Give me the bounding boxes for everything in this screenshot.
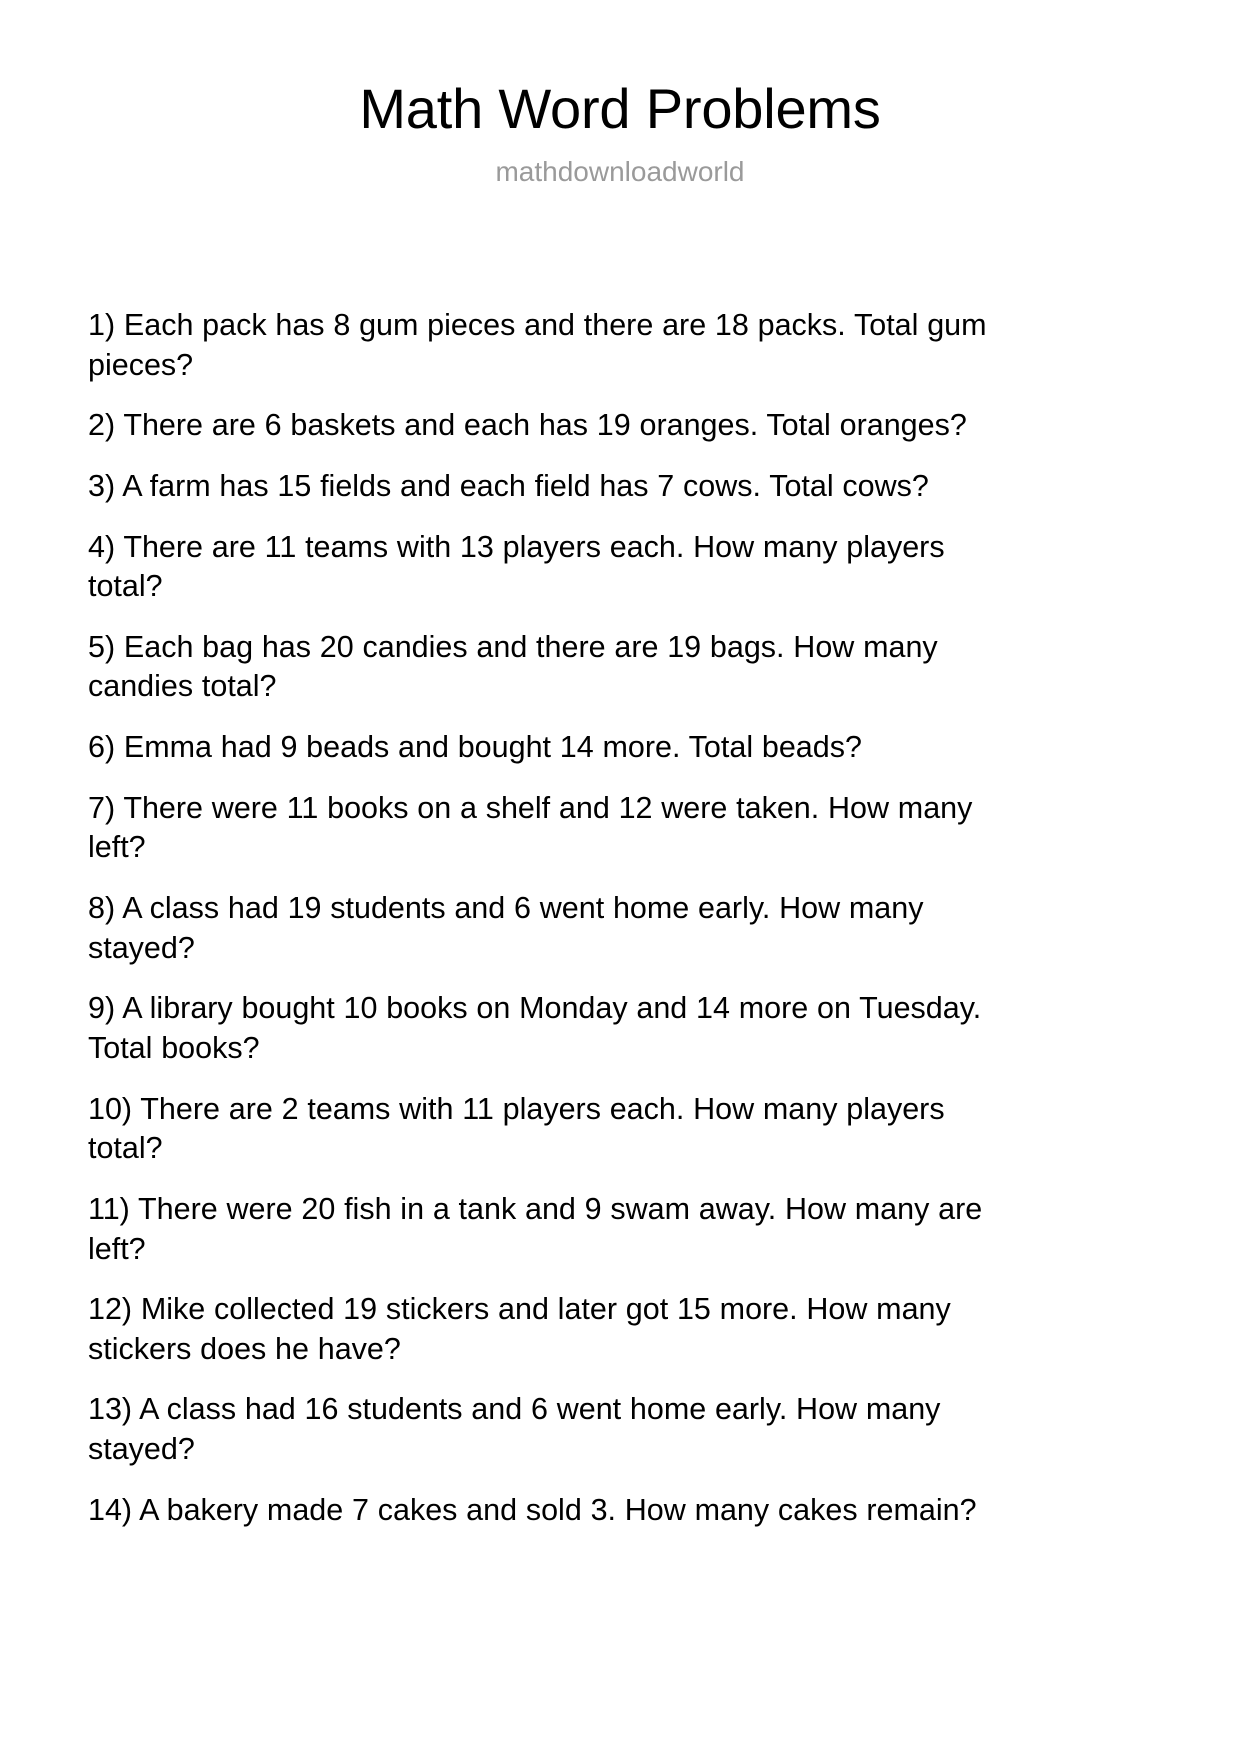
problem-item: 7) There were 11 books on a shelf and 12 were taken. How many left? [88,790,973,865]
page-subtitle: mathdownloadworld [495,155,745,187]
problem-item: 9) A library bought 10 books on Monday and 14 more on Tuesday. Total books? [88,991,982,1065]
page-title: Math Word Problems [359,77,881,140]
problem-item: 13) A class had 16 students and 6 went home early. How many stayed? [88,1392,941,1467]
problem-item: 8) A class had 19 students and 6 went home early. How many stayed? [88,891,924,965]
problem-item: 2) There are 6 baskets and each has 19 oranges. Total oranges? [88,408,967,443]
problem-item: 14) A bakery made 7 cakes and sold 3. How many cakes remain? [88,1492,977,1527]
problem-list [88,306,1018,1530]
problem-item: 3) A farm has 15 fields and each field has 7 cows. Total cows? [88,468,929,503]
problem-item: 1) Each pack has 8 gum pieces and there are 18 packs. Total gum pieces? [88,308,987,382]
problem-item: 11) There were 20 fish in a tank and 9 swam away. How many are left? [88,1191,983,1266]
problem-item: 12) Mike collected 19 stickers and later got 15 more. How many stickers does he have? [88,1292,951,1366]
problem-item: 5) Each bag has 20 candies and there are 19 bags. How many candies total? [88,629,938,704]
document-header [0,0,1240,188]
problem-item: 10) There are 2 teams with 11 players each. How many players total? [88,1091,945,1166]
problem-item: 6) Emma had 9 beads and bought 14 more. Total beads? [88,730,862,765]
problem-item: 4) There are 11 teams with 13 players each. How many players total? [88,529,945,604]
